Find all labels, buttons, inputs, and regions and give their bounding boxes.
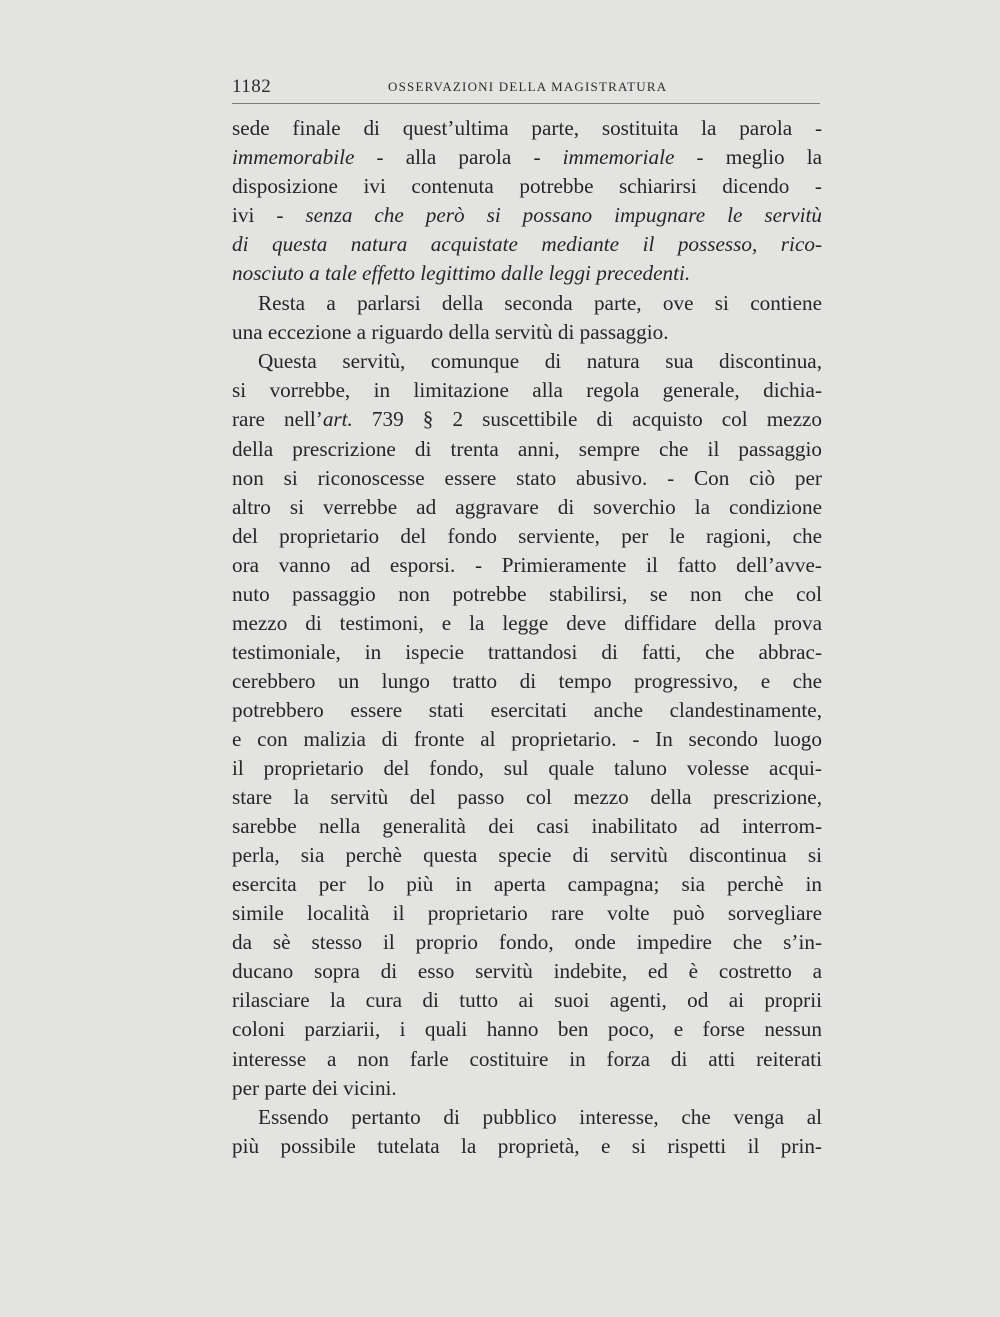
text-line (232, 725, 822, 754)
text-segment: - meglio la (674, 145, 822, 170)
italic-text-segment: di questa natura acquistate mediante il possesso, rico- (232, 232, 822, 257)
text-segment: si vorrebbe, in limitazione alla regola generale, dichia- (232, 378, 822, 403)
header-rule (232, 103, 820, 104)
text-line (232, 870, 822, 899)
italic-text-segment: nosciuto a tale effetto legittimo dalle leggi precedenti. (232, 261, 691, 286)
text-line (232, 1015, 822, 1044)
text-segment: ora vanno ad esporsi. - Primieramente il fatto dell’avve- (232, 552, 822, 577)
text-line (232, 230, 822, 259)
text-segment: il proprietario del fondo, sul quale taluno volesse acqui- (232, 756, 822, 781)
text-line (232, 1074, 822, 1103)
text-segment: per parte dei vicini. (232, 1075, 397, 1100)
text-segment: potrebbero essere stati esercitati anche clandestinamente, (232, 697, 822, 722)
text-line (232, 841, 822, 870)
italic-text-segment: immemorabile (232, 145, 355, 170)
text-line (232, 376, 822, 405)
text-line (232, 899, 822, 928)
text-segment: interesse a non farle costituire in forza di atti reiterati (232, 1046, 822, 1071)
text-line (232, 928, 822, 957)
text-line (232, 957, 822, 986)
text-line (232, 201, 822, 230)
text-line (232, 143, 822, 172)
text-line (232, 696, 822, 725)
text-line (232, 259, 822, 288)
text-line (232, 522, 822, 551)
text-segment: 739 § 2 suscettibile di acquisto col mezzo (352, 407, 822, 432)
text-line (232, 1103, 822, 1132)
text-line (232, 667, 822, 696)
text-segment: del proprietario del fondo serviente, per le ragioni, che (232, 523, 822, 548)
text-line (232, 464, 822, 493)
text-line (232, 172, 822, 201)
text-line (232, 114, 822, 143)
text-line (232, 347, 822, 376)
text-line (232, 609, 822, 638)
text-segment: sede finale di quest’ultima parte, sostituita la parola - (232, 116, 822, 140)
italic-text-segment: immemoriale (562, 145, 675, 170)
text-segment: ivi - (232, 203, 306, 228)
text-line (232, 1045, 822, 1074)
text-line (232, 986, 822, 1015)
text-line (232, 551, 822, 580)
body-text (232, 114, 822, 1161)
italic-text-segment: senza che però si possano impugnare le servitù (305, 203, 822, 228)
text-line (232, 493, 822, 522)
text-segment: Essendo pertanto di pubblico interesse, che venga al (258, 1105, 822, 1130)
text-segment: della prescrizione di trenta anni, sempre che il passaggio (232, 436, 822, 461)
text-segment: simile località il proprietario rare volte può sorvegliare (232, 901, 822, 926)
text-segment: mezzo di testimoni, e la legge deve diffidare della prova (232, 610, 822, 635)
text-segment: rare nell’ (232, 407, 323, 432)
text-segment: disposizione ivi contenuta potrebbe schiarirsi dicendo - (232, 174, 822, 199)
text-segment: perla, sia perchè questa specie di servitù discontinua si (232, 843, 822, 868)
text-segment: esercita per lo più in aperta campagna; sia perchè in (232, 872, 822, 897)
running-title: OSSERVAZIONI DELLA MAGISTRATURA (388, 79, 668, 94)
text-line (232, 638, 822, 667)
text-segment: da sè stesso il proprio fondo, onde impedire che s’in- (232, 930, 822, 955)
text-segment: Resta a parlarsi della seconda parte, ove si contiene (258, 290, 822, 315)
text-line (232, 289, 822, 318)
text-line (232, 812, 822, 841)
text-segment: una eccezione a riguardo della servitù di passaggio. (232, 319, 669, 344)
text-line (232, 580, 822, 609)
text-segment: nuto passaggio non potrebbe stabilirsi, se non che col (232, 581, 822, 606)
running-head (232, 76, 820, 104)
text-segment: sarebbe nella generalità dei casi inabilitato ad interrom- (232, 814, 822, 839)
text-segment: cerebbero un lungo tratto di tempo progressivo, e che (232, 668, 822, 693)
text-segment: non si riconoscesse essere stato abusivo. - Con ciò per (232, 465, 822, 490)
text-line (232, 405, 822, 434)
text-segment: ducano sopra di esso servitù indebite, ed è costretto a (232, 959, 822, 984)
text-segment: testimoniale, in ispecie trattandosi di fatti, che abbrac- (232, 639, 822, 664)
text-segment: e con malizia di fronte al proprietario. - In secondo luogo (232, 726, 822, 751)
page-number: 1182 (232, 76, 272, 97)
text-segment: rilasciare la cura di tutto ai suoi agenti, od ai proprii (232, 988, 822, 1013)
text-segment: Questa servitù, comunque di natura sua discontinua, (258, 349, 822, 374)
text-line (232, 435, 822, 464)
text-segment: - alla parola - (354, 145, 563, 170)
text-segment: stare la servitù del passo col mezzo della prescrizione, (232, 785, 822, 810)
text-line (232, 783, 822, 812)
text-segment: più possibile tutelata la proprietà, e si rispetti il prin- (232, 1134, 822, 1159)
text-segment: altro si verrebbe ad aggravare di soverchio la condizione (232, 494, 822, 519)
text-line (232, 754, 822, 783)
text-line (232, 318, 822, 347)
italic-text-segment: art. (322, 407, 353, 432)
text-segment: coloni parziarii, i quali hanno ben poco, e forse nessun (232, 1017, 822, 1042)
text-line (232, 1132, 822, 1161)
